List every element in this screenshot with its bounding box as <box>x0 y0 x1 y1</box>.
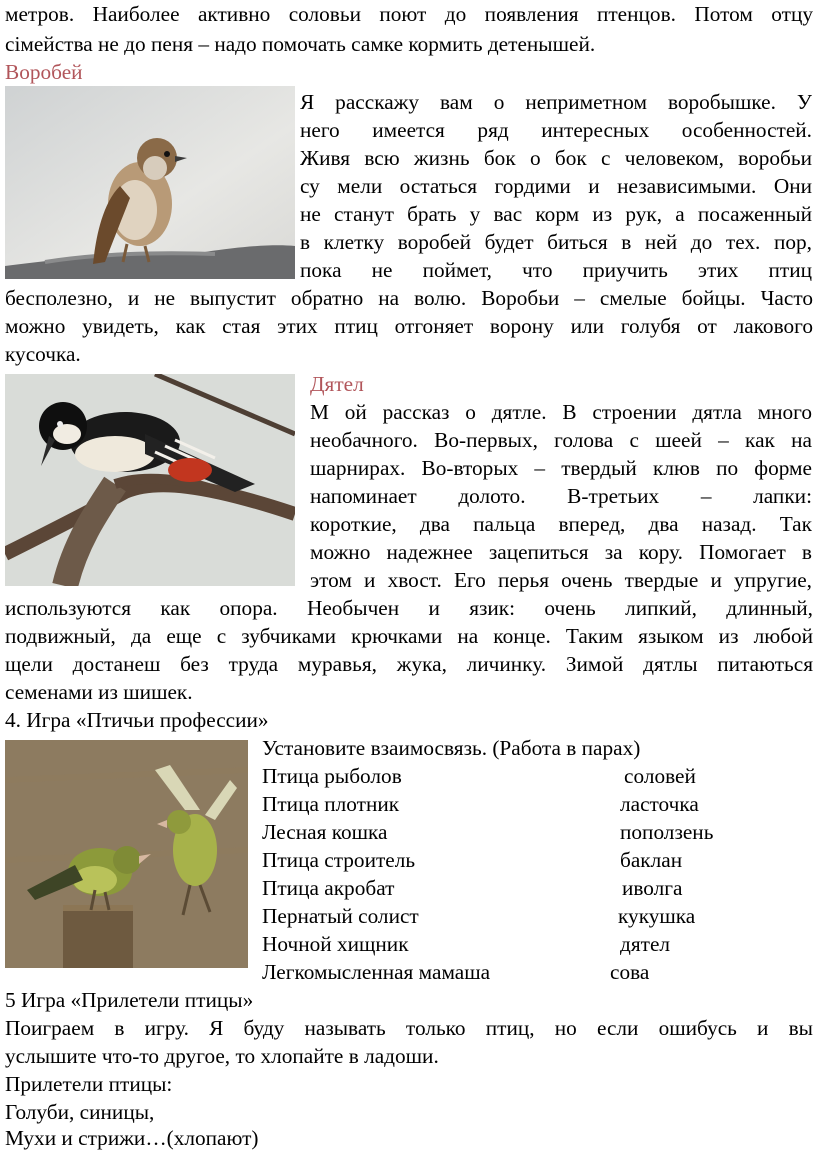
woodpecker-heading: Дятел <box>310 372 364 396</box>
game4-row-right: кукушка <box>618 904 696 928</box>
game4-row-right: баклан <box>620 848 683 872</box>
game5-intro-line-1: Поиграем в игру. Я буду называть только птиц, но если ошибусь и вы <box>5 1016 813 1040</box>
game4-row-right: дятел <box>620 932 671 956</box>
woodpecker-line-3: шарнирах. Во-вторых – твердый клюв по форме <box>310 456 812 480</box>
top-paragraph-line-1: метров. Наиболее активно соловьи поют до появления птенцов. Потом отцу <box>5 2 813 26</box>
woodpecker-line-1: М ой рассказ о дятле. В строении дятла много <box>310 400 812 424</box>
sparrow-illustration <box>5 86 295 279</box>
game4-row <box>262 790 816 818</box>
sparrow-full-line-2: можно увидеть, как стая этих птиц отгоняет ворону или голубя от лакового <box>5 314 813 338</box>
woodpecker-full-line-1: используются как опора. Необычен и язик: очень липкий, длинный, <box>5 596 813 620</box>
game4-row-left: Птица рыболов <box>262 764 402 788</box>
game4-row-left: Птица плотник <box>262 792 400 816</box>
game4-row <box>262 874 816 902</box>
sparrow-photo <box>5 86 295 279</box>
woodpecker-line-6: можно надежнее зацепиться за кору. Помогает в <box>310 540 812 564</box>
game4-instruction: Установите взаимосвязь. (Работа в парах) <box>262 736 641 760</box>
sparrow-line-2: него имеется ряд интересных особенностей. <box>300 118 812 142</box>
game4-row-right: сова <box>610 960 650 984</box>
greenfinch-photo <box>5 740 248 968</box>
sparrow-line-1: Я расскажу вам о неприметном воробышке. У <box>300 90 812 114</box>
woodpecker-line-4: напоминает долото. В-третьих – лапки: <box>310 484 812 508</box>
game5-verse-line-1: Прилетели птицы: <box>5 1072 173 1096</box>
sparrow-line-6: в клетку воробей будет биться в ней до тех. пор, <box>300 230 812 254</box>
game4-row <box>262 762 816 790</box>
game4-row-left: Легкомысленная мамаша <box>262 960 491 984</box>
woodpecker-line-7: этом и хвост. Его перья очень твердые и упругие, <box>310 568 812 592</box>
woodpecker-line-5: короткие, два пальца вперед, два назад. Так <box>310 512 812 536</box>
game4-row-left: Лесная кошка <box>262 820 388 844</box>
woodpecker-illustration <box>5 374 295 586</box>
sparrow-full-line-1: бесполезно, и не выпустит обратно на волю. Воробьи – смелые бойцы. Часто <box>5 286 813 310</box>
game5-title: 5 Игра «Прилетели птицы» <box>5 988 254 1012</box>
game4-row-left: Ночной хищник <box>262 932 409 956</box>
sparrow-line-7: пока не поймет, что приучить этих птиц <box>300 258 812 282</box>
top-paragraph-line-2: сімейства не до пеня – надо помочать самке кормить детенышей. <box>5 32 596 56</box>
game5-verse-line-3: Мухи и стрижи…(хлопают) <box>5 1126 259 1150</box>
sparrow-line-3: Живя всю жизнь бок о бок с человеком, воробьи <box>300 146 812 170</box>
game4-row-left: Пернатый солист <box>262 904 419 928</box>
sparrow-heading: Воробей <box>5 60 83 84</box>
sparrow-line-5: не станут брать у вас корм из рук, а посаженный <box>300 202 812 226</box>
woodpecker-full-line-3: щели достанеш без труда муравья, жука, личинку. Зимой дятлы питаються <box>5 652 813 676</box>
sparrow-full-line-3: кусочка. <box>5 342 81 366</box>
woodpecker-full-line-2: подвижный, да еще с зубчиками крючками на конце. Таким языком из любой <box>5 624 813 648</box>
game4-row <box>262 818 816 846</box>
game5-intro-line-2: услышите что-то другое, то хлопайте в ладоши. <box>5 1044 439 1068</box>
game4-row-right: ласточка <box>620 792 699 816</box>
greenfinch-illustration <box>5 740 248 968</box>
game4-row <box>262 958 816 986</box>
game4-title: 4. Игра «Птичьи профессии» <box>5 708 269 732</box>
game4-row-right: иволга <box>622 876 683 900</box>
game4-row-left: Птица акробат <box>262 876 395 900</box>
woodpecker-line-2: необачного. Во-первых, голова с шеей – как на <box>310 428 812 452</box>
game4-row <box>262 846 816 874</box>
game4-row-right: поползень <box>620 820 714 844</box>
game4-row-right: соловей <box>624 764 696 788</box>
woodpecker-photo <box>5 374 295 586</box>
sparrow-line-4: су мели остаться гордими и независимыми. Они <box>300 174 812 198</box>
game4-row <box>262 930 816 958</box>
game4-row <box>262 902 816 930</box>
woodpecker-full-line-4: семенами из шишек. <box>5 680 193 704</box>
game5-verse-line-2: Голуби, синицы, <box>5 1100 155 1124</box>
game4-row-left: Птица строитель <box>262 848 416 872</box>
